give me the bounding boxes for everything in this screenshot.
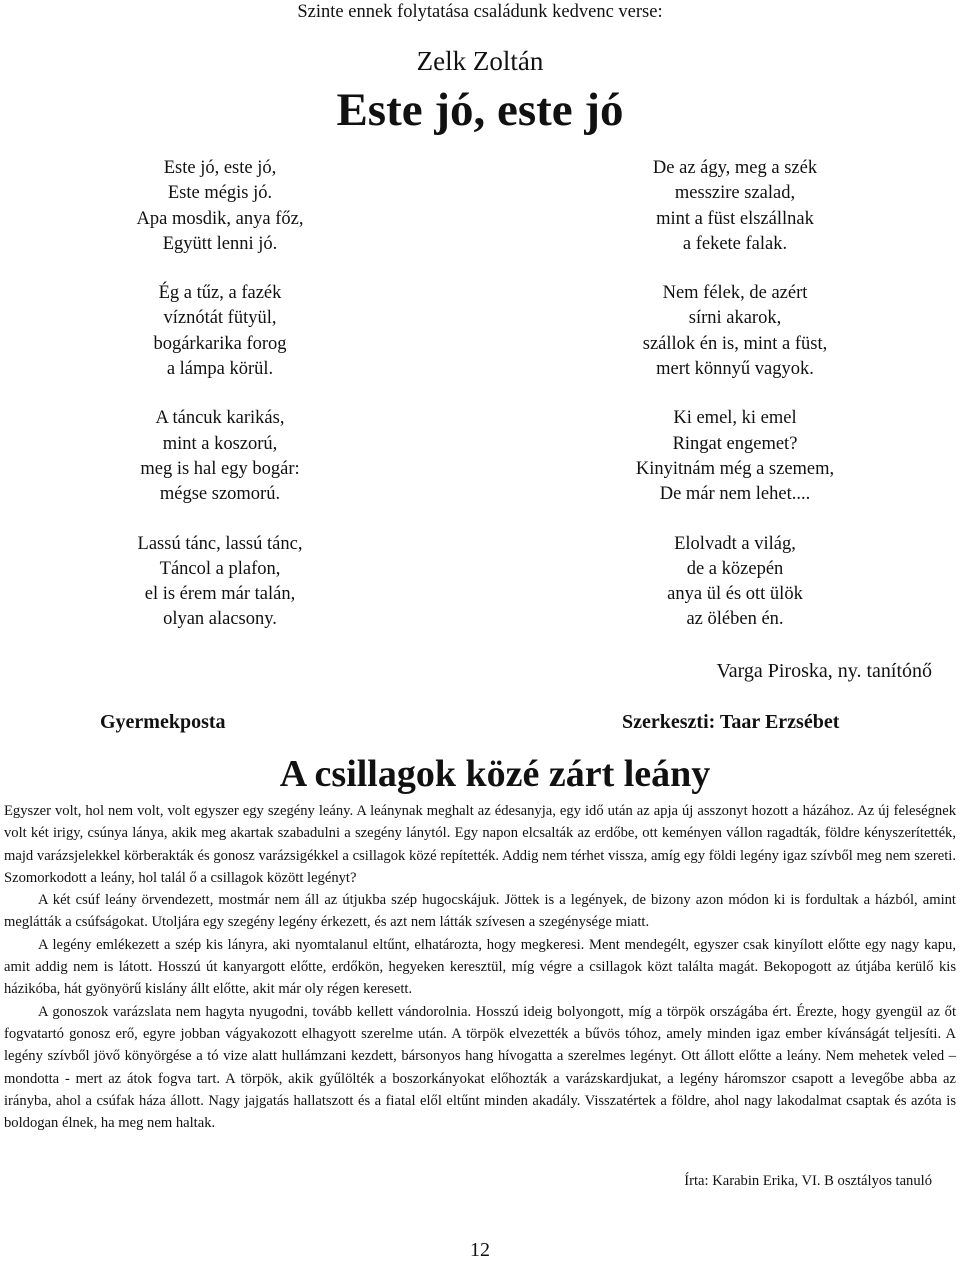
poem-line: bogárkarika forog [153,333,287,354]
poem-line: Este jó, este jó, [163,158,277,178]
poem-line: el is érem már talán, [144,584,296,605]
story-paragraph: A legény emlékezett a szép kis lányra, aki nyomtalanul eltűnt, elhatározta, hogy megkeresi. Ment mendegélt, egyszer csak kinyílott előtte egy nagy kapu, amit addig nem is látott. Hosszú út kanyargott előtte, erdőkön, hegyeken keresztül, míg végre a csillagok közt találta magát. Bekopogott az útjába kerülő kis házikóba, hát gyönyörű kislány állt előtte, akit már oly régen keresett. [4,936,956,998]
poem-line: De már nem lehet.... [659,484,811,505]
poem-line: messzire szalad, [674,183,796,204]
poem-line: mert könnyű vagyok. [656,359,814,380]
poem-line: Ki emel, ki emel [673,408,797,429]
poem-line: A táncuk karikás, [155,408,285,429]
poem-stanza [515,281,955,382]
story-paragraph: A két csúf leány örvendezett, mostmár nem áll az útjukba szép hugocskájuk. Jöttek is a legények, de bizony azon módon ki is fordultak a házból, amint meglátták a csúfságokat. Utoljára egy szegény legény érkezett, és azt nem látták szívesen a szegénysége miatt. [4,892,956,931]
poem-line: víznótát fütyül, [163,308,277,329]
poem-stanza [0,406,440,507]
poem-line: Apa mosdik, anya főz, [136,208,304,229]
poem-line: Ég a tűz, a fazék [158,283,282,304]
poem-line: szállok én is, mint a füst, [642,333,828,354]
poem-stanza [515,156,955,257]
poem-line: a fekete falak. [682,233,788,254]
poem-line: Nem félek, de azért [662,283,808,304]
poem-right-column [515,156,955,657]
poem-line: Táncol a plafon, [159,558,281,579]
editor-credit: Szerkeszti: Taar Erzsébet [622,711,840,733]
poem-line: Elolvadt a világ, [674,533,796,554]
poem-line: mint a koszorú, [162,433,278,454]
poem-line: a lámpa körül. [166,359,274,380]
poem-line: Lassú tánc, lassú tánc, [137,533,303,554]
intro-text: Szinte ennek folytatása családunk kedvenc verse: [297,2,663,22]
poem-stanza [0,532,440,633]
poem-line: Ringat engemet? [672,433,798,454]
story-body [4,800,956,1134]
poem-line: Együtt lenni jó. [162,233,278,254]
poem-line: meg is hal egy bogár: [140,458,300,479]
poem-stanza [515,406,955,507]
poem-title: Este jó, este jó [336,84,624,136]
poem-stanza [0,281,440,382]
poem-line: mint a füst elszállnak [656,208,814,229]
story-title: A csillagok közé zárt leány [279,753,711,795]
poem-author: Zelk Zoltán [416,46,544,76]
poem-stanza [0,156,440,257]
poem-left-column [0,156,440,657]
poem-stanza [515,532,955,633]
poem-line: olyan alacsony. [163,609,277,630]
section-name: Gyermekposta [100,711,226,733]
poem-line: az ölében én. [686,609,784,630]
poem-line: sírni akarok, [688,308,782,329]
story-paragraph: A gonoszok varázslata nem hagyta nyugodni, tovább kellett vándorolnia. Hosszú ideig bolyongott, míg a törpök országába ért. Érezte, hogy gyengül az őt fogvatartó gonosz erő, egyre jobban vágyakozott elhagyott szerelme után. A törpök elvezették a bűvös tóhoz, amely minden igaz ember kívánságát teljesíti. A legény szívből jövő könyörgése a tó vize alatt hullámzani kezdett, bársonyos hang hívogatta a szerelmes legényt. Ott állott előtte a leány. Nem mehetek veled – mondotta - mert az átok fogva tart. A törpök, akik gyűlölték a boszorkányokat előhozták a varázskardjukat, a legény háromszor csapott a levegőbe abba az irányba, ahol a csúfak háza állott. Nagy jajgatás hallatszott és a fiatal elől eltűnt minden akadály. Visszatértek a földre, ahol nagy lakodalmat csaptak és azóta is boldogan élnek, ha meg nem haltak. [4,1003,956,1132]
poem-line: mégse szomorú. [159,484,281,505]
poem-line: anya ül és ott ülök [667,584,803,605]
page-number: 12 [470,1239,490,1261]
poem-line: De az ágy, meg a szék [652,158,818,178]
story-signature: Írta: Karabin Erika, VI. B osztályos tanuló [684,1173,932,1189]
poem-credit: Varga Piroska, ny. tanítónő [716,660,932,682]
poem-line: de a közepén [686,558,784,579]
poem-line: Kinyitnám még a szemem, [635,458,835,479]
story-paragraph: Egyszer volt, hol nem volt, volt egyszer egy szegény leány. A leánynak meghalt az édesanyja, egy idő után az apja új asszonyt hozott a házához. Az új feleségnek volt két irigy, csúnya lánya, akik meg akartak szabadulni a szegény lánytól. Egy napon elcsalták az erdőbe, ott keményen vállon ragadták, földre kényszerítették, majd varázsjelekkel körberakták és gonosz varázsigékkel a csillagok közé repítették. Addig nem térhet vissza, amíg egy földi legény igaz szívből meg nem szereti. Szomorkodott a leány, hol talál ő a csillagok között legényt? [4,803,956,886]
poem-line: Este mégis jó. [167,183,273,204]
